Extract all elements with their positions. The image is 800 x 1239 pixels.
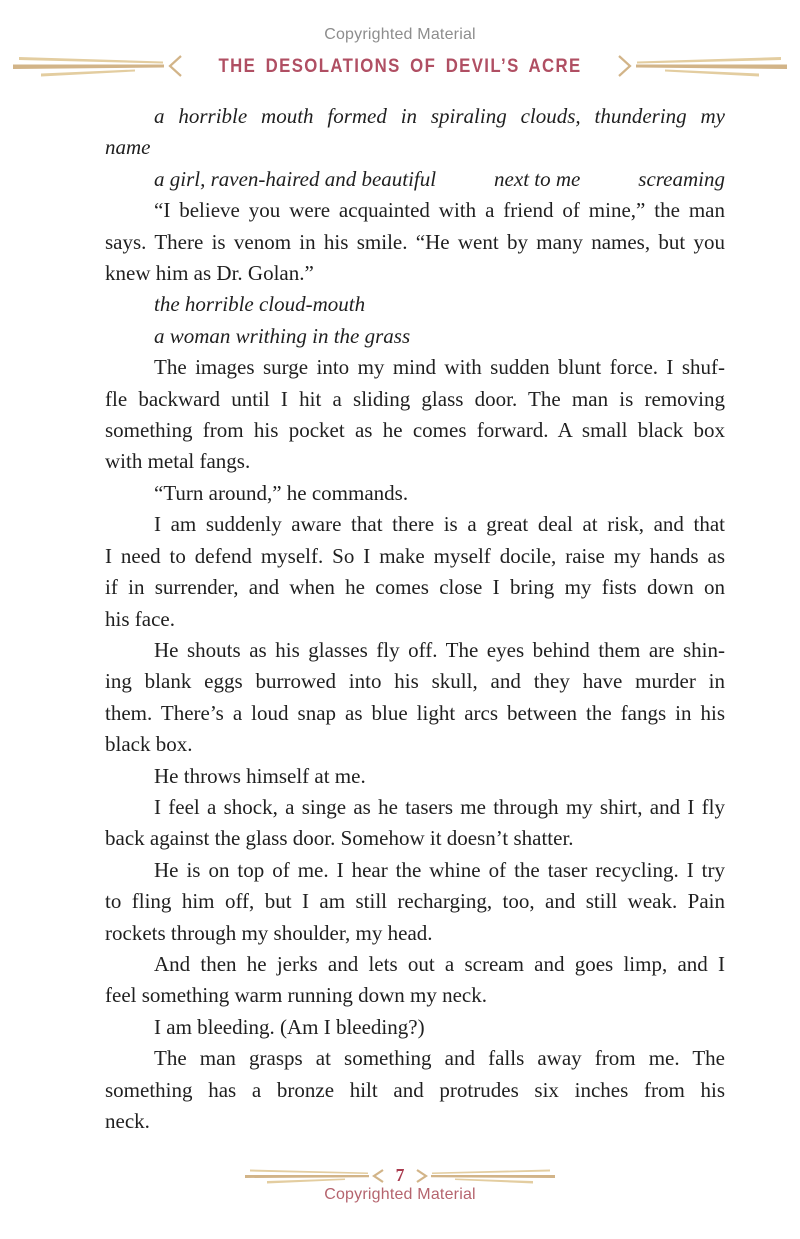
page-number: 7 xyxy=(395,1165,405,1186)
body-line: neck. xyxy=(105,1109,150,1133)
body-line: I am suddenly aware that there is a great deal at risk, and that xyxy=(154,512,725,537)
body-line: a horrible mouth formed in spiraling clouds, thundering my xyxy=(154,104,725,128)
dream-fragment-segment: next to me xyxy=(494,166,581,191)
body-line: And then he jerks and lets out a scream and goes limp, and I xyxy=(154,951,725,976)
body-line: to fling him off, but I am still recharging, too, and still weak. Pain xyxy=(105,889,725,914)
art-deco-flourish-right-icon xyxy=(415,1167,555,1185)
body-line: name xyxy=(105,135,151,160)
body-line: I feel a shock, a singe as he tasers me through my shirt, and I fly xyxy=(154,794,725,819)
chapter-header xyxy=(0,50,800,82)
dream-fragment-segment: a girl, raven-haired and beautiful xyxy=(154,166,437,191)
body-line: The images surge into my mind with sudden blunt force. I shuf- xyxy=(154,355,725,380)
art-deco-flourish-left-icon xyxy=(13,53,183,79)
body-line: rockets through my shoulder, my head. xyxy=(105,920,433,945)
body-line: I need to defend myself. So I make myself docile, raise my hands as xyxy=(105,543,725,568)
dream-fragment-segment: screaming xyxy=(638,166,725,191)
body-text xyxy=(105,101,725,1137)
body-line: if in surrender, and when he comes close I bring my fists down on xyxy=(105,575,725,600)
body-line: with metal fangs. xyxy=(105,449,251,474)
body-line: He is on top of me. I hear the whine of the taser recycling. I try xyxy=(154,857,725,882)
body-line: his face. xyxy=(105,606,175,631)
body-line: He shouts as his glasses fly off. The eyes behind them are shin- xyxy=(154,637,725,662)
body-line: something from his pocket as he comes forward. A small black box xyxy=(105,418,725,443)
body-line: back against the glass door. Somehow it doesn’t shatter. xyxy=(105,826,574,851)
body-line: He throws himself at me. xyxy=(154,763,366,788)
art-deco-flourish-left-icon xyxy=(245,1167,385,1185)
body-line: ing blank eggs burrowed into his skull, and they have murder in xyxy=(105,669,725,694)
body-line xyxy=(105,164,725,195)
body-line: “I believe you were acquainted with a friend of mine,” the man xyxy=(154,198,725,223)
body-line: says. There is venom in his smile. “He went by many names, but you xyxy=(105,229,725,254)
art-deco-flourish-right-icon xyxy=(617,53,787,79)
copyright-watermark-top: Copyrighted Material xyxy=(324,26,476,43)
body-line: The man grasps at something and falls away from me. The xyxy=(154,1046,725,1071)
copyright-watermark-bottom: Copyrighted Material xyxy=(324,1186,476,1203)
body-line: something has a bronze hilt and protrudes six inches from his xyxy=(105,1077,725,1102)
body-line: a woman writhing in the grass xyxy=(154,323,411,348)
body-line: the horrible cloud-mouth xyxy=(154,292,366,317)
body-line: feel something warm running down my neck. xyxy=(105,983,487,1008)
running-head-title: THE DESOLATIONS OF DEVIL’S ACRE xyxy=(218,54,582,77)
body-line: knew him as Dr. Golan.” xyxy=(105,261,314,286)
body-line: I am bleeding. (Am I bleeding?) xyxy=(154,1014,425,1039)
body-line: fle backward until I hit a sliding glass door. The man is removing xyxy=(105,386,725,411)
body-line: black box. xyxy=(105,732,193,757)
body-line: them. There’s a loud snap as blue light arcs between the fangs in his xyxy=(105,700,725,725)
body-line: “Turn around,” he commands. xyxy=(154,480,409,505)
